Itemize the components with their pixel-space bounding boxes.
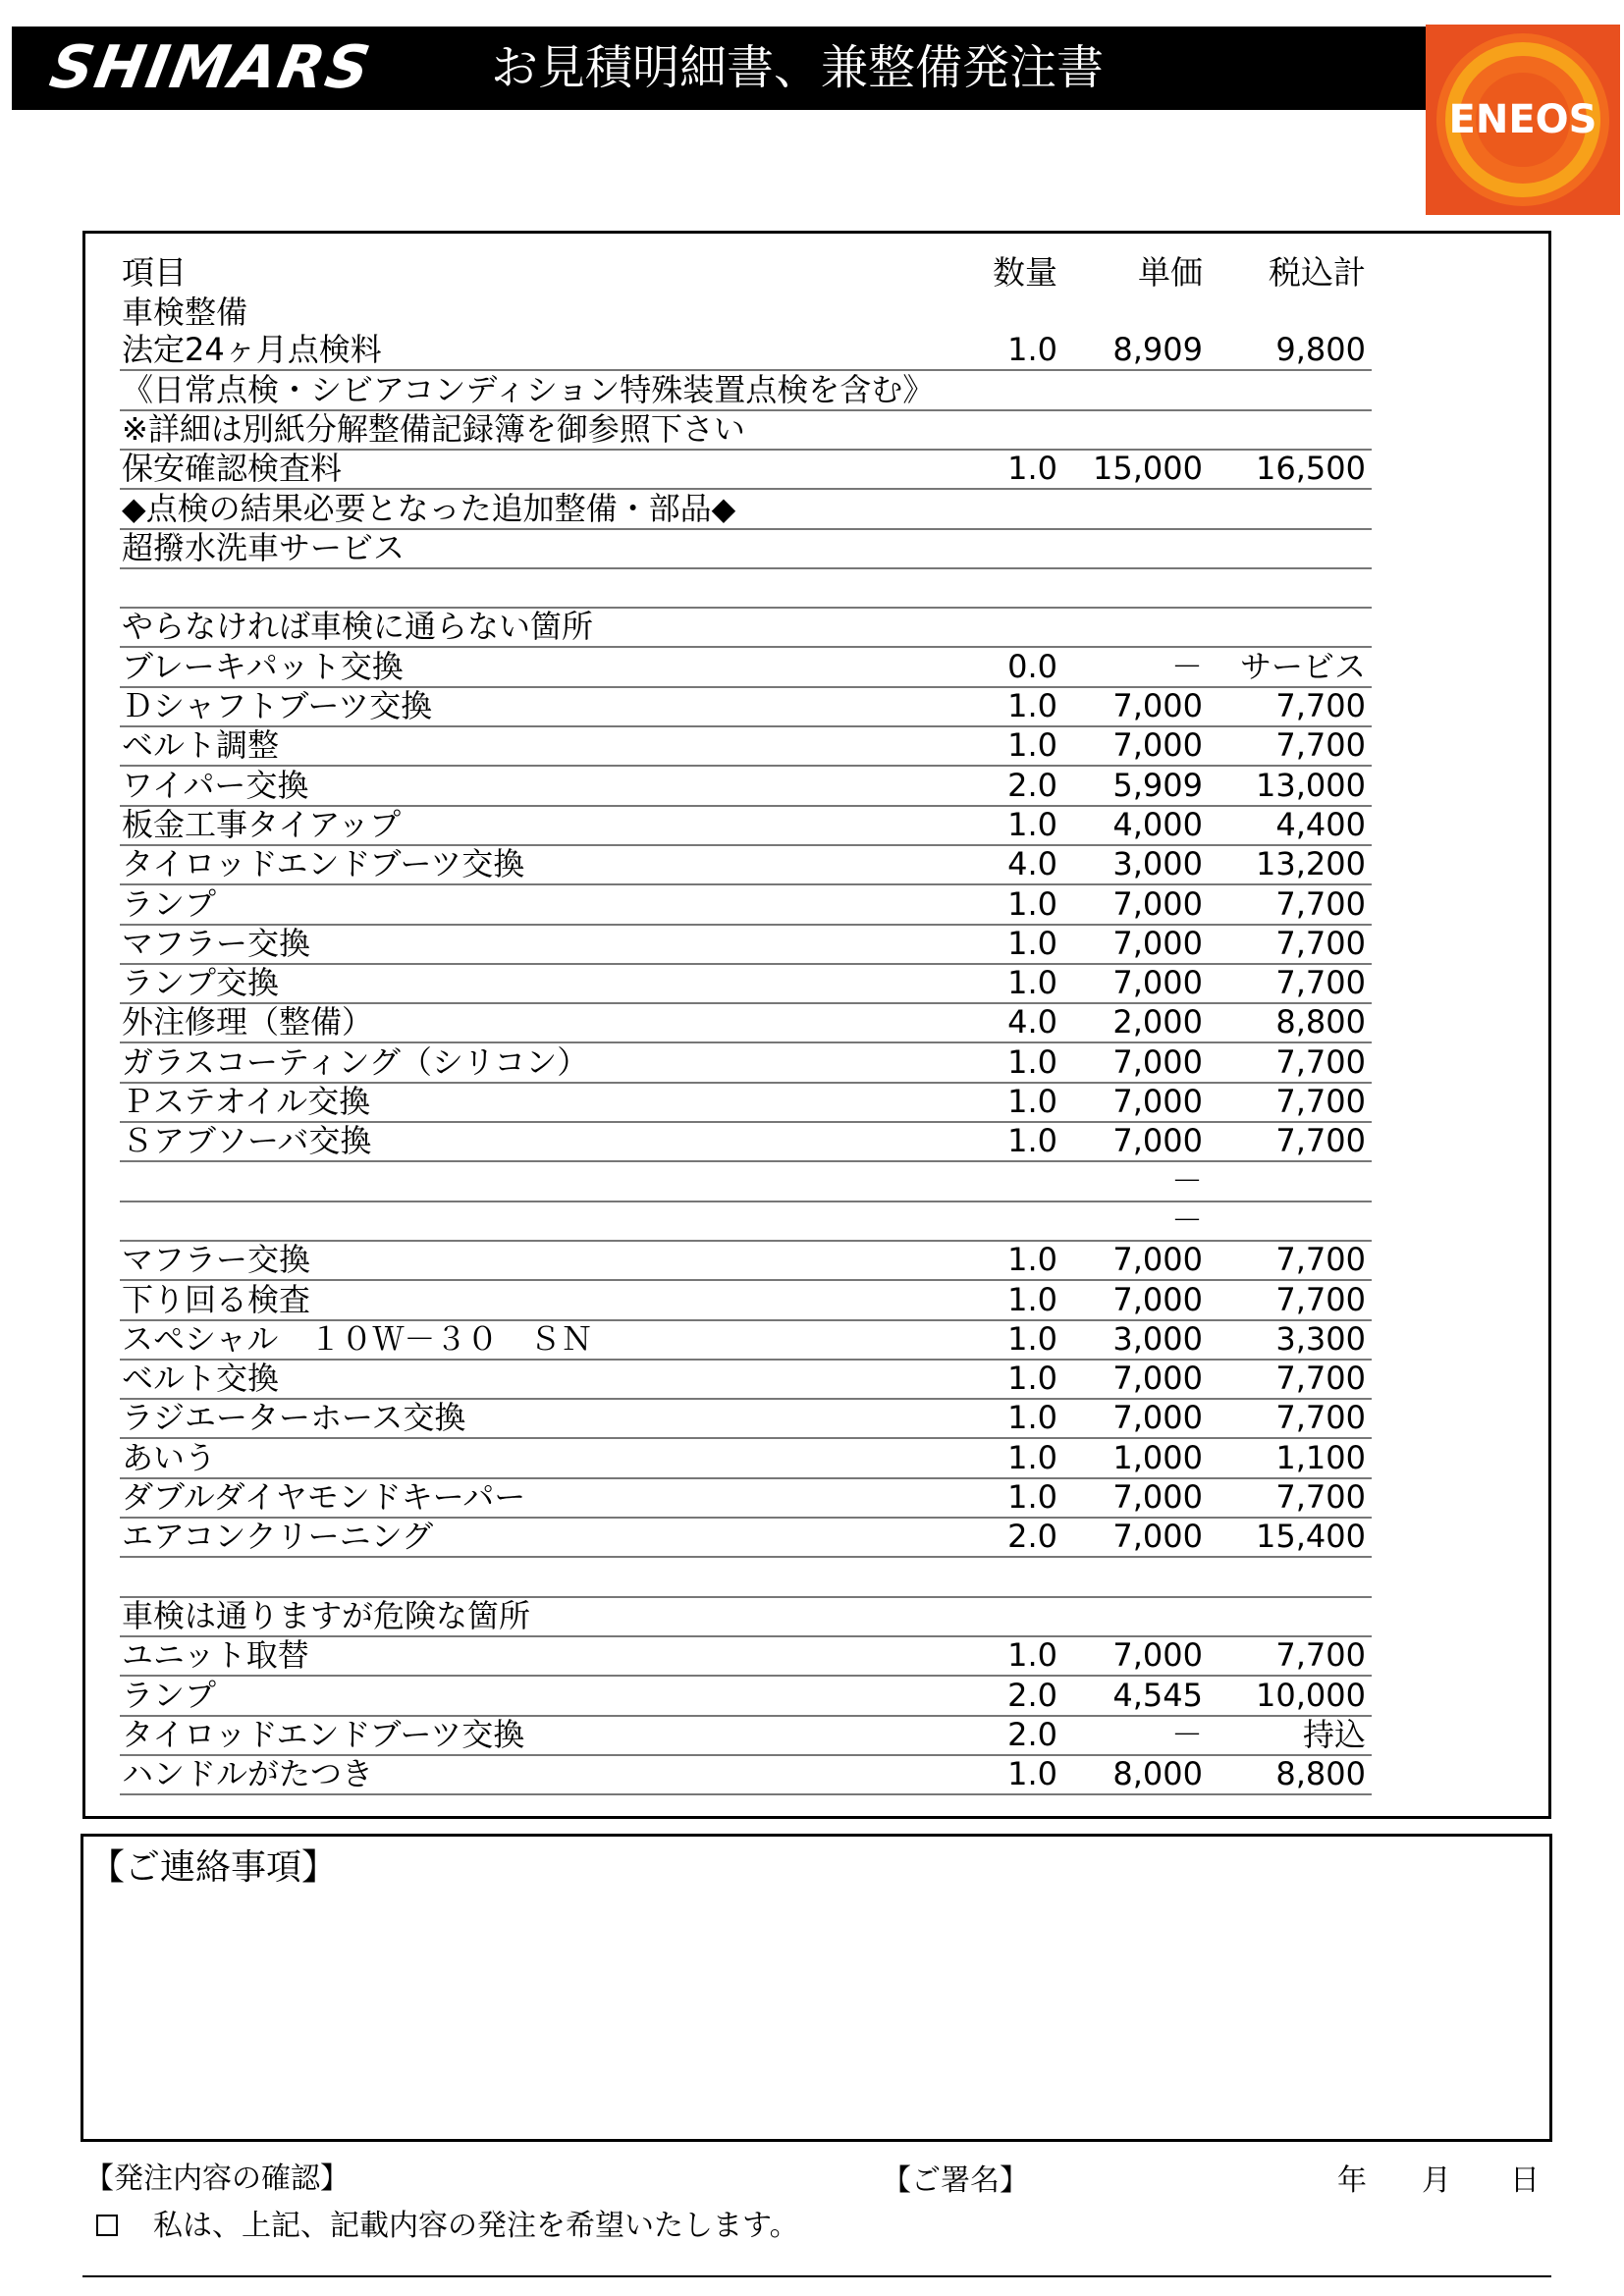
item-name-cell: ランプ交換 bbox=[122, 964, 280, 1002]
table-row bbox=[120, 1479, 1372, 1519]
item-total-cell: 7,700 bbox=[1275, 1122, 1366, 1160]
table-row bbox=[120, 846, 1372, 885]
item-total-cell: サービス bbox=[1239, 647, 1366, 685]
order-consent-checkbox[interactable] bbox=[96, 2215, 118, 2236]
item-qty-cell: 1.0 bbox=[1007, 1399, 1057, 1437]
item-total-cell: 15,400 bbox=[1256, 1518, 1366, 1556]
item-name-cell: 超撥水洗車サービス bbox=[122, 528, 406, 566]
table-row bbox=[120, 609, 1372, 648]
item-qty-cell: 1.0 bbox=[1007, 1241, 1057, 1279]
item-qty-cell: 1.0 bbox=[1007, 1438, 1057, 1476]
table-row bbox=[120, 1678, 1372, 1717]
table-row bbox=[120, 1202, 1372, 1242]
table-row bbox=[120, 1361, 1372, 1400]
item-total-cell: 3,300 bbox=[1275, 1319, 1366, 1358]
table-row bbox=[120, 886, 1372, 926]
item-qty-cell: 4.0 bbox=[1007, 1003, 1057, 1041]
item-name-cell: ユニット取替 bbox=[122, 1636, 309, 1675]
date-day-label: 日 bbox=[1510, 2163, 1540, 2198]
table-row bbox=[120, 965, 1372, 1004]
item-unit-price-cell: 2,000 bbox=[1112, 1003, 1203, 1041]
item-name-cell: マフラー交換 bbox=[122, 1241, 311, 1279]
item-unit-price-cell: 8,000 bbox=[1112, 1755, 1203, 1793]
table-row bbox=[120, 411, 1372, 451]
table-row bbox=[120, 451, 1372, 490]
item-qty-cell: 4.0 bbox=[1007, 845, 1057, 883]
item-unit-price-cell: 7,000 bbox=[1112, 1122, 1203, 1160]
date-month-label: 月 bbox=[1422, 2163, 1451, 2198]
item-name-cell: スペシャル １０Ｗ－３０ ＳＮ bbox=[122, 1319, 593, 1358]
item-unit-price-cell: 7,000 bbox=[1112, 964, 1203, 1002]
item-qty-cell: 1.0 bbox=[1007, 1083, 1057, 1120]
table-row bbox=[120, 1321, 1372, 1361]
item-total-cell: 7,700 bbox=[1275, 726, 1366, 765]
table-row bbox=[120, 1637, 1372, 1677]
item-unit-price-cell: 4,545 bbox=[1112, 1676, 1203, 1714]
item-qty-cell: 1.0 bbox=[1007, 726, 1057, 765]
column-header-qty: 数量 bbox=[993, 253, 1057, 292]
logo-text: ENEOS bbox=[1448, 97, 1597, 142]
table-row bbox=[120, 293, 1372, 332]
item-unit-price-cell: 7,000 bbox=[1112, 1280, 1203, 1318]
item-qty-cell: 0.0 bbox=[1007, 647, 1057, 685]
column-header-item: 項目 bbox=[122, 253, 187, 292]
item-total-cell: 7,700 bbox=[1275, 1042, 1366, 1081]
table-row bbox=[120, 372, 1372, 411]
item-total-cell: 7,700 bbox=[1275, 1636, 1366, 1675]
item-name-cell: ベルト調整 bbox=[122, 726, 280, 765]
item-unit-price-cell: 8,909 bbox=[1112, 331, 1203, 369]
item-qty-cell: 1.0 bbox=[1007, 1280, 1057, 1318]
item-total-cell: 7,700 bbox=[1275, 924, 1366, 962]
column-header-total: 税込計 bbox=[1269, 253, 1366, 292]
item-name-cell: 《日常点検・シビアコンディション特殊装置点検を含む》 bbox=[122, 370, 935, 408]
item-name-cell: ランプ bbox=[122, 1676, 217, 1714]
item-name-cell: ラジエーターホース交換 bbox=[122, 1399, 466, 1437]
item-qty-cell: 2.0 bbox=[1007, 1518, 1057, 1556]
item-qty-cell: 1.0 bbox=[1007, 1755, 1057, 1793]
item-name-cell: 下り回る検査 bbox=[122, 1280, 311, 1318]
item-name-cell: ◆点検の結果必要となった追加整備・部品◆ bbox=[122, 489, 736, 527]
table-row bbox=[120, 1598, 1372, 1637]
table-row bbox=[120, 1163, 1372, 1202]
item-unit-price-cell: 1,000 bbox=[1112, 1438, 1203, 1476]
date-year-label: 年 bbox=[1337, 2163, 1367, 2198]
item-unit-price-cell: 7,000 bbox=[1112, 1399, 1203, 1437]
item-name-cell: あいう bbox=[122, 1438, 217, 1476]
item-total-cell: 7,700 bbox=[1275, 1280, 1366, 1318]
item-name-cell: タイロッドエンドブーツ交換 bbox=[122, 1715, 525, 1753]
item-unit-price-cell: 7,000 bbox=[1112, 884, 1203, 923]
item-name-cell: ランプ bbox=[122, 884, 217, 923]
item-name-cell: ガラスコーティング（シリコン） bbox=[122, 1042, 589, 1081]
table-row bbox=[120, 1282, 1372, 1321]
item-name-cell: 保安確認検査料 bbox=[122, 450, 343, 488]
table-row bbox=[120, 688, 1372, 727]
item-qty-cell: 2.0 bbox=[1007, 1715, 1057, 1753]
item-name-cell: ダブルダイヤモンドキーパー bbox=[122, 1478, 526, 1516]
item-name-cell: Ｓアブソーバ交換 bbox=[122, 1122, 372, 1160]
item-name-cell: やらなければ車検に通らない箇所 bbox=[122, 608, 594, 646]
item-qty-cell: 1.0 bbox=[1007, 1319, 1057, 1358]
item-unit-price-cell: 7,000 bbox=[1112, 1083, 1203, 1120]
item-total-cell: 7,700 bbox=[1275, 1399, 1366, 1437]
item-name-cell: ※詳細は別紙分解整備記録簿を御参照下さい bbox=[122, 409, 745, 448]
item-unit-price-cell: 7,000 bbox=[1112, 1241, 1203, 1279]
table-row bbox=[120, 1400, 1372, 1439]
notes-title: 【ご連絡事項】 bbox=[89, 1847, 338, 1888]
item-unit-price-cell: 3,000 bbox=[1112, 1319, 1203, 1358]
item-total-cell: 7,700 bbox=[1275, 1478, 1366, 1516]
item-name-cell: 法定24ヶ月点検料 bbox=[122, 331, 382, 369]
item-name-cell: ハンドルがたつき bbox=[122, 1755, 374, 1793]
table-row bbox=[120, 530, 1372, 569]
item-total-cell: 7,700 bbox=[1275, 884, 1366, 923]
order-confirmation-label: 【発注内容の確認】 bbox=[84, 2162, 350, 2196]
signature-label: 【ご署名】 bbox=[882, 2163, 1029, 2198]
item-total-cell: 4,400 bbox=[1275, 805, 1366, 843]
item-unit-price-cell: 3,000 bbox=[1112, 845, 1203, 883]
eneos-logo bbox=[1426, 25, 1620, 215]
item-unit-price-cell: － bbox=[1170, 1201, 1203, 1239]
item-unit-price-cell: 7,000 bbox=[1112, 1042, 1203, 1081]
table-row bbox=[120, 807, 1372, 846]
item-total-cell: 1,100 bbox=[1275, 1438, 1366, 1476]
item-name-cell: 外注修理（整備） bbox=[122, 1003, 374, 1041]
item-unit-price-cell: 7,000 bbox=[1112, 1518, 1203, 1556]
table-row bbox=[120, 649, 1372, 688]
item-unit-price-cell: 15,000 bbox=[1093, 450, 1203, 488]
table-header-row bbox=[120, 253, 1372, 293]
table-row bbox=[120, 1044, 1372, 1084]
item-total-cell: 8,800 bbox=[1275, 1003, 1366, 1041]
item-unit-price-cell: 7,000 bbox=[1112, 1360, 1203, 1398]
item-name-cell: Ｄシャフトブーツ交換 bbox=[122, 687, 433, 724]
item-name-cell: 板金工事タイアップ bbox=[122, 805, 402, 843]
item-total-cell: 7,700 bbox=[1275, 964, 1366, 1002]
item-qty-cell: 1.0 bbox=[1007, 687, 1057, 724]
table-row bbox=[120, 1084, 1372, 1123]
table-row bbox=[120, 1756, 1372, 1795]
item-name-cell: ベルト交換 bbox=[122, 1360, 280, 1398]
item-name-cell: ワイパー交換 bbox=[122, 766, 309, 804]
bottom-rule bbox=[82, 2275, 1551, 2277]
item-qty-cell: 1.0 bbox=[1007, 964, 1057, 1002]
item-unit-price-cell: 4,000 bbox=[1112, 805, 1203, 843]
item-qty-cell: 2.0 bbox=[1007, 766, 1057, 804]
table-row bbox=[120, 1123, 1372, 1162]
item-qty-cell: 1.0 bbox=[1007, 450, 1057, 488]
notes-box bbox=[81, 1834, 1552, 2142]
item-qty-cell: 1.0 bbox=[1007, 1478, 1057, 1516]
item-unit-price-cell: － bbox=[1170, 1161, 1203, 1200]
item-unit-price-cell: 7,000 bbox=[1112, 687, 1203, 724]
item-name-cell: エアコンクリーニング bbox=[122, 1518, 434, 1556]
item-total-cell: 8,800 bbox=[1275, 1755, 1366, 1793]
item-name-cell: Ｐステオイル交換 bbox=[122, 1083, 371, 1120]
table-row bbox=[120, 926, 1372, 965]
item-qty-cell: 1.0 bbox=[1007, 884, 1057, 923]
item-name-cell: マフラー交換 bbox=[122, 924, 311, 962]
item-total-cell: 16,500 bbox=[1256, 450, 1366, 488]
item-name-cell: 車検は通りますが危険な箇所 bbox=[122, 1596, 531, 1634]
document-title: お見積明細書、兼整備発注書 bbox=[491, 40, 1105, 95]
item-qty-cell: 2.0 bbox=[1007, 1676, 1057, 1714]
item-unit-price-cell: 7,000 bbox=[1112, 924, 1203, 962]
item-total-cell: 7,700 bbox=[1275, 687, 1366, 724]
item-name-cell: ブレーキパット交換 bbox=[122, 647, 404, 685]
item-qty-cell: 1.0 bbox=[1007, 805, 1057, 843]
item-total-cell: 13,200 bbox=[1256, 845, 1366, 883]
item-unit-price-cell: 5,909 bbox=[1112, 766, 1203, 804]
table-row bbox=[120, 727, 1372, 767]
table-row bbox=[120, 1559, 1372, 1598]
item-unit-price-cell: 7,000 bbox=[1112, 726, 1203, 765]
item-qty-cell: 1.0 bbox=[1007, 1042, 1057, 1081]
table-row bbox=[120, 1717, 1372, 1756]
item-total-cell: 10,000 bbox=[1256, 1676, 1366, 1714]
table-row bbox=[120, 768, 1372, 807]
item-unit-price-cell: 7,000 bbox=[1112, 1478, 1203, 1516]
table-row bbox=[120, 569, 1372, 609]
item-total-cell: 7,700 bbox=[1275, 1360, 1366, 1398]
brand-logo-text: SHIMARS bbox=[44, 33, 377, 102]
table-row bbox=[120, 332, 1372, 371]
table-row bbox=[120, 1519, 1372, 1558]
item-qty-cell: 1.0 bbox=[1007, 1636, 1057, 1675]
item-qty-cell: 1.0 bbox=[1007, 924, 1057, 962]
item-name-cell: 車検整備 bbox=[122, 294, 248, 331]
table-row bbox=[120, 491, 1372, 530]
item-unit-price-cell: 7,000 bbox=[1112, 1636, 1203, 1675]
table-row bbox=[120, 1440, 1372, 1479]
item-unit-price-cell: － bbox=[1170, 1715, 1203, 1753]
table-row bbox=[120, 1004, 1372, 1043]
item-qty-cell: 1.0 bbox=[1007, 1360, 1057, 1398]
item-name-cell: タイロッドエンドブーツ交換 bbox=[122, 845, 525, 883]
table-row bbox=[120, 1242, 1372, 1281]
item-total-cell: 7,700 bbox=[1275, 1241, 1366, 1279]
item-qty-cell: 1.0 bbox=[1007, 1122, 1057, 1160]
item-total-cell: 13,000 bbox=[1256, 766, 1366, 804]
item-total-cell: 持込 bbox=[1302, 1715, 1366, 1753]
item-total-cell: 7,700 bbox=[1275, 1083, 1366, 1120]
item-unit-price-cell: － bbox=[1170, 647, 1203, 685]
item-total-cell: 9,800 bbox=[1275, 331, 1366, 369]
item-qty-cell: 1.0 bbox=[1007, 331, 1057, 369]
order-consent-text: 私は、上記、記載内容の発注を希望いたします。 bbox=[153, 2209, 799, 2243]
column-header-unit-price: 単価 bbox=[1138, 253, 1203, 292]
